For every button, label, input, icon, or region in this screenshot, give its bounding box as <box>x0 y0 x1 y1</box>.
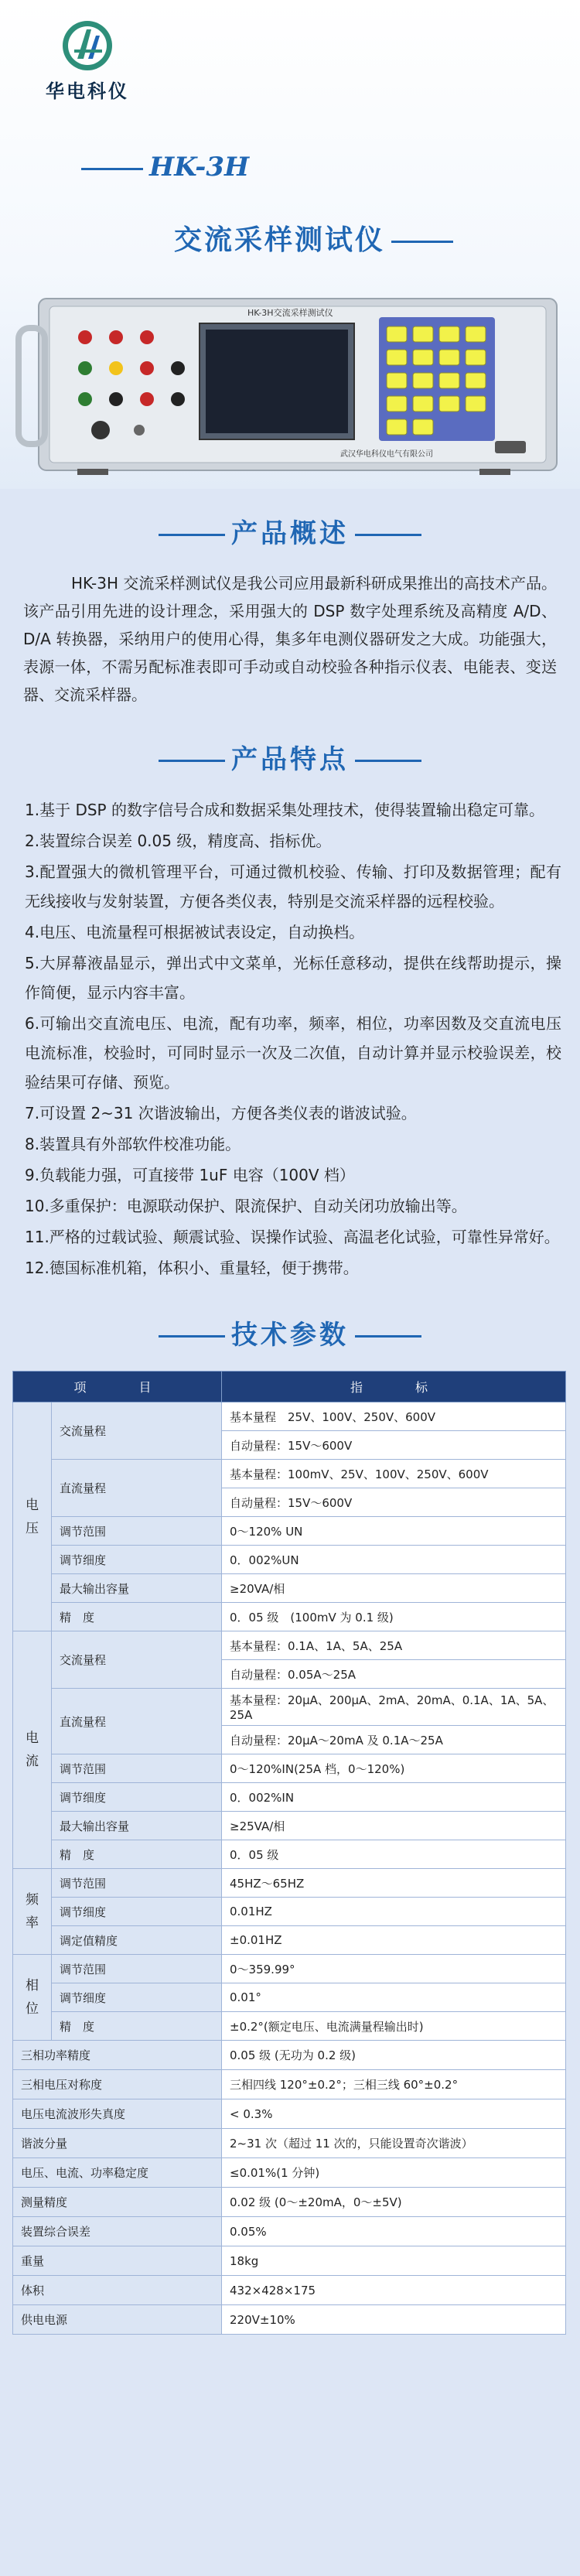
device-keypad <box>379 317 495 441</box>
table-row <box>13 1574 566 1603</box>
row-value: 自动量程：15V～600V <box>222 1488 566 1517</box>
group-frequency: 频率 <box>13 1869 52 1955</box>
row-value: ≤0.01%(1 分钟) <box>222 2158 566 2188</box>
keypad-key <box>387 373 407 388</box>
features-heading-text: 产品特点 <box>231 744 349 775</box>
keypad-key <box>413 396 433 412</box>
keypad-key <box>413 350 433 365</box>
row-value: ≥25VA/相 <box>222 1812 566 1840</box>
row-value: ≥20VA/相 <box>222 1574 566 1603</box>
row-label: 调节细度 <box>52 1783 222 1812</box>
row-value: 0～120% UN <box>222 1517 566 1546</box>
device-screen-title: HK-3H交流采样测试仪 <box>247 308 333 318</box>
spec-heading <box>0 1314 580 1357</box>
row-value: 0．05 级 <box>222 1840 566 1869</box>
keypad-key <box>466 373 486 388</box>
keypad-key <box>387 396 407 412</box>
spec-heading-text: 技术参数 <box>231 1320 349 1351</box>
row-value: 220V±10% <box>222 2305 566 2335</box>
table-row <box>13 2217 566 2246</box>
table-row <box>13 2012 566 2041</box>
table-row <box>13 1460 566 1488</box>
row-label: 调节范围 <box>52 1955 222 1983</box>
table-row <box>13 2246 566 2276</box>
row-value: 0～120%IN(25A 档，0～120%) <box>222 1754 566 1783</box>
table-row <box>13 2276 566 2305</box>
row-label: 装置综合误差 <box>13 2217 222 2246</box>
table-row <box>13 1926 566 1955</box>
row-label: 调节细度 <box>52 1898 222 1926</box>
row-value: 0.01HZ <box>222 1898 566 1926</box>
row-label: 交流量程 <box>52 1402 222 1460</box>
table-row <box>13 1955 566 1983</box>
feature-item: 9.负载能力强，可直接带 1uF 电容（100V 档） <box>25 1166 355 1184</box>
row-value: 基本量程：20μA、200μA、2mA、20mA、0.1A、1A、5A、25A <box>222 1689 566 1726</box>
table-row <box>13 1631 566 1660</box>
row-value: 基本量程：0.1A、1A、5A、25A <box>222 1631 566 1660</box>
keypad-key <box>439 373 459 388</box>
feature-item: 2.装置综合误差 0.05 级，精度高、指标优。 <box>25 832 332 850</box>
row-value: 自动量程：15V～600V <box>222 1431 566 1460</box>
keypad-key <box>413 326 433 342</box>
keypad-key <box>413 419 433 435</box>
table-row <box>13 1898 566 1926</box>
row-label: 调节范围 <box>52 1517 222 1546</box>
row-label: 重量 <box>13 2246 222 2276</box>
row-value: 432×428×175 <box>222 2276 566 2305</box>
table-row <box>13 2041 566 2070</box>
row-value: 自动量程：0.05A～25A <box>222 1660 566 1689</box>
group-voltage: 电压 <box>13 1402 52 1631</box>
table-row <box>13 2099 566 2129</box>
row-value: 0.01° <box>222 1983 566 2012</box>
feature-item: 12.德国标准机箱，体积小、重量轻，便于携带。 <box>25 1259 359 1277</box>
row-value: 0．002%IN <box>222 1783 566 1812</box>
table-row <box>13 2129 566 2158</box>
row-label: 精 度 <box>52 1840 222 1869</box>
row-label: 调节范围 <box>52 1869 222 1898</box>
table-row <box>13 1840 566 1869</box>
row-label: 三相电压对称度 <box>13 2070 222 2099</box>
row-label: 直流量程 <box>52 1689 222 1754</box>
table-row <box>13 1869 566 1898</box>
table-row <box>13 1402 566 1431</box>
table-row <box>13 1689 566 1726</box>
row-value: 0～359.99° <box>222 1955 566 1983</box>
col-item: 项 目 <box>13 1372 222 1402</box>
row-label: 供电电源 <box>13 2305 222 2335</box>
hero-section <box>0 0 580 489</box>
row-label: 调节细度 <box>52 1983 222 2012</box>
keypad-key <box>387 326 407 342</box>
row-value: 45HZ～65HZ <box>222 1869 566 1898</box>
row-value: 0．002%UN <box>222 1546 566 1574</box>
keypad-key <box>387 350 407 365</box>
overview-heading-text: 产品概述 <box>231 518 349 549</box>
table-row <box>13 2188 566 2217</box>
row-value: ±0.2°(额定电压、电流满量程输出时) <box>222 2012 566 2041</box>
keypad-key <box>413 373 433 388</box>
row-label: 精 度 <box>52 1603 222 1631</box>
spec-table <box>12 1371 566 2335</box>
feature-item: 8.装置具有外部软件校准功能。 <box>25 1135 241 1153</box>
row-value: 基本量程：100mV、25V、100V、250V、600V <box>222 1460 566 1488</box>
table-row <box>13 1783 566 1812</box>
overview-heading <box>0 512 580 555</box>
table-row <box>13 1754 566 1783</box>
row-value: 基本量程 25V、100V、250V、600V <box>222 1402 566 1431</box>
row-value: ±0.01HZ <box>222 1926 566 1955</box>
keypad-key <box>439 350 459 365</box>
row-value: 0.02 级 (0～±20mA，0～±5V) <box>222 2188 566 2217</box>
feature-item: 3.配置强大的微机管理平台，可通过微机校验、传输、打印及数据管理；配有无线接收与发射装置，方便各类仪表，特别是交流采样器的远程校验。 <box>25 863 561 910</box>
row-label: 调定值精度 <box>52 1926 222 1955</box>
keypad-key <box>466 350 486 365</box>
table-row <box>13 1546 566 1574</box>
table-row <box>13 1603 566 1631</box>
feature-item: 4.电压、电流量程可根据被试表设定，自动换档。 <box>25 923 365 941</box>
overview-text: HK-3H 交流采样测试仪是我公司应用最新科研成果推出的高技术产品。该产品引用先进的设计理念，采用强大的 DSP 数字处理系统及高精度 A/D、D/A 转换器，采纳用户的使用心得，集多年电测仪器研发之大成。功能强大，表源一体，不需另配标准表即可手动或自动校验各种指示仪表、电能表、变送器、交流采样器。 <box>23 574 557 704</box>
table-row <box>13 2158 566 2188</box>
features-list <box>0 795 580 1283</box>
keypad-key <box>387 419 407 435</box>
row-value: 三相四线 120°±0.2°；三相三线 60°±0.2° <box>222 2070 566 2099</box>
table-row <box>13 1517 566 1546</box>
feature-item: 5.大屏幕液晶显示，弹出式中文菜单，光标任意移动，提供在线帮助提示，操作简便，显示内容丰富。 <box>25 954 561 1002</box>
row-value: 0．05 级 (100mV 为 0.1 级) <box>222 1603 566 1631</box>
row-label: 调节范围 <box>52 1754 222 1783</box>
group-phase: 相位 <box>13 1955 52 2041</box>
row-label: 电压电流波形失真度 <box>13 2099 222 2129</box>
product-title: 交流采样测试仪 <box>174 218 453 258</box>
device-company: 武汉华电科仪电气有限公司 <box>340 450 433 459</box>
row-label: 测量精度 <box>13 2188 222 2217</box>
row-value: 2~31 次（超过 11 次的，只能设置奇次谐波） <box>222 2129 566 2158</box>
content-section <box>0 489 580 2576</box>
feature-item: 1.基于 DSP 的数字信号合成和数据采集处理技术，使得装置输出稳定可靠。 <box>25 801 544 819</box>
logo-mark-icon <box>60 19 114 73</box>
device-illustration <box>15 294 566 477</box>
keypad-key <box>466 326 486 342</box>
row-label: 电压、电流、功率稳定度 <box>13 2158 222 2188</box>
row-label: 三相功率精度 <box>13 2041 222 2070</box>
row-label: 体积 <box>13 2276 222 2305</box>
keypad-key <box>439 326 459 342</box>
table-row <box>13 2070 566 2099</box>
row-label: 调节细度 <box>52 1546 222 1574</box>
row-label: 最大输出容量 <box>52 1574 222 1603</box>
table-row <box>13 1983 566 2012</box>
col-index: 指 标 <box>222 1372 566 1402</box>
row-value: 18kg <box>222 2246 566 2276</box>
keypad-key <box>466 396 486 412</box>
row-value: < 0.3% <box>222 2099 566 2129</box>
row-label: 精 度 <box>52 2012 222 2041</box>
row-label: 直流量程 <box>52 1460 222 1517</box>
feature-item: 11.严格的过载试验、颠震试验、误操作试验、高温老化试验，可靠性异常好。 <box>25 1228 560 1246</box>
feature-item: 6.可输出交直流电压、电流，配有功率，频率，相位，功率因数及交直流电压电流标准，校验时，可同时显示一次及二次值，自动计算并显示校验误差，校验结果可存储、预览。 <box>25 1014 561 1092</box>
row-label: 最大输出容量 <box>52 1812 222 1840</box>
group-current: 电流 <box>13 1631 52 1869</box>
keypad-key <box>439 396 459 412</box>
brand-name: 华电科仪 <box>46 80 129 102</box>
brand-logo <box>29 19 145 103</box>
row-value: 0.05% <box>222 2217 566 2246</box>
table-row <box>13 1812 566 1840</box>
feature-item: 10.多重保护：电源联动保护、限流保护、自动关闭功放输出等。 <box>25 1197 467 1215</box>
spec-header-row <box>13 1372 566 1402</box>
row-value: 自动量程：20μA～20mA 及 0.1A～25A <box>222 1726 566 1754</box>
table-row <box>13 2305 566 2335</box>
row-label: 交流量程 <box>52 1631 222 1689</box>
features-heading <box>0 738 580 781</box>
model-number: HK-3H <box>81 152 249 183</box>
feature-item: 7.可设置 2~31 次谐波输出，方便各类仪表的谐波试验。 <box>25 1104 417 1122</box>
row-value: 0.05 级 (无功为 0.2 级) <box>222 2041 566 2070</box>
row-label: 谐波分量 <box>13 2129 222 2158</box>
